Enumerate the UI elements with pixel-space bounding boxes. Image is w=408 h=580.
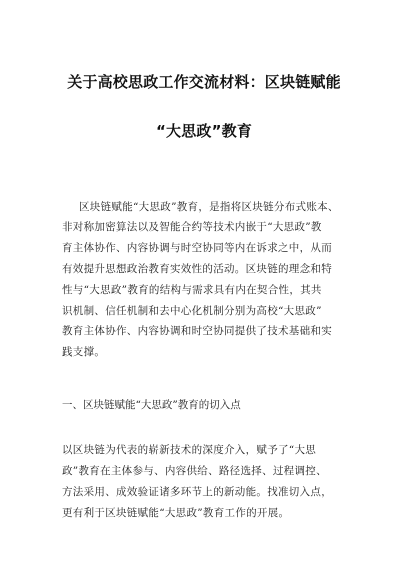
paragraph-1-line-3: 育主体协作、内容协调与时空协同等内在诉求之中，从而	[62, 242, 332, 254]
paragraph-2-line-1: 以区块链为代表的崭新技术的深度介入，赋予了“大思	[62, 444, 317, 456]
paragraph-1-line-4: 有效提升思想政治教育实效性的活动。区块链的理念和特	[62, 263, 332, 275]
paragraph-2-line-3: 方法采用、成效验证诸多环节上的新动能。找准切入点，	[62, 486, 332, 498]
paragraph-1-line-2: 非对称加密算法以及智能合约等技术内嵌于“大思政”教	[62, 221, 322, 233]
paragraph-1-line-6: 识机制、信任机制和去中心化机制分别为高校“大思政”	[62, 305, 322, 317]
document-title-line-2: “大思政”教育	[155, 122, 253, 140]
section-1-heading: 一、区块链赋能“大思政”教育的切入点	[62, 399, 241, 411]
paragraph-2-line-2: 政”教育在主体参与、内容供给、路径选择、过程调控、	[62, 465, 327, 477]
paragraph-2-line-4: 更有利于区块链赋能“大思政”教育工作的开展。	[62, 507, 290, 519]
paragraph-1-line-1: 区块链赋能“大思政”教育，是指将区块链分布式账本、	[79, 201, 339, 213]
paragraph-1-line-5: 性与“大思政”教育的结构与需求具有内在契合性，其共	[62, 284, 322, 296]
paragraph-1-line-7: 教育主体协作、内容协调和时空协同提供了技术基础和实	[62, 325, 332, 337]
document-title-line-1: 关于高校思政工作交流材料：区块链赋能	[67, 73, 341, 91]
paragraph-1-line-8: 践支撑。	[62, 346, 106, 358]
